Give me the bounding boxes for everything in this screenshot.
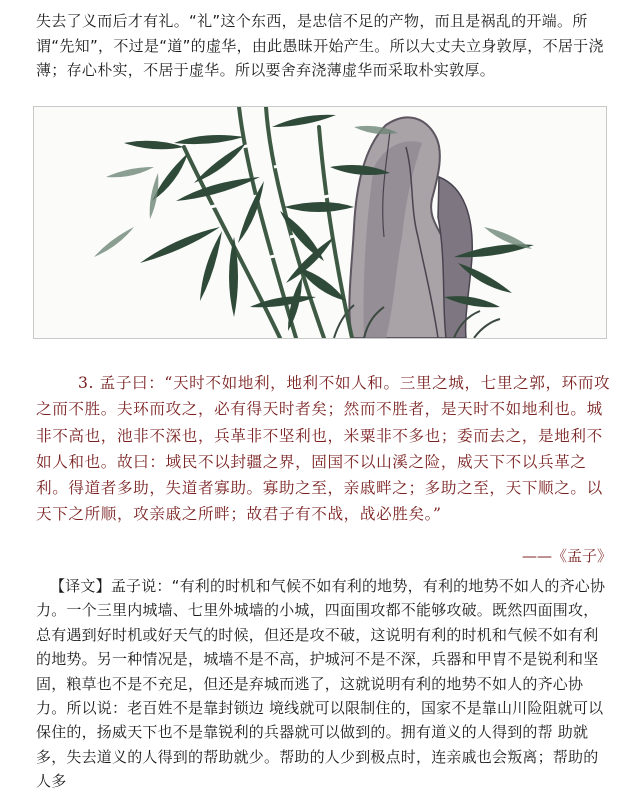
quote-source: ——《孟子》 bbox=[521, 547, 612, 565]
translation-tag: 【译文】 bbox=[50, 577, 111, 595]
translation-text: 孟子说：“有利的时机和气候不如有利的地势，有利的地势不如人的齐心协力。一个三里内城墙、七里外城墙的小城，四面围攻都不能够攻破。既然四面围攻，总有遇到好时机或好天气的时候，但还是攻不破，这说明有利的时机和气候不如有利的地势。另一种情况是，城墙不是不高，护城河不是不深，兵器和甲胄不是锐利和坚固，粮草也不是不充足，但还是弃城而逃了，这就说明有利的地势不如人的齐心协力。所以说：老百姓不是靠封锁边 境线就可以限制住的，国家不是靠山川险阻就可以保住的，扬威天下也不是靠锐利的兵器就可以做到的。拥有道义的人得到的帮 助就多，失去道义的人得到的帮助就少。帮助的人少到极点时，连亲戚也会叛离；帮助的人多 bbox=[36, 577, 606, 791]
bamboo-rock-painting bbox=[33, 106, 607, 339]
intro-paragraph: 失去了义而后才有礼。“礼”这个东西，是忠信不足的产物，而且是祸乱的开端。所谓“先知”，不过是“道”的虚华，由此愚昧开始产生。所以大丈夫立身敦厚，不居于浇薄；存心朴实，不居于虚华。所以要舍弃浇薄虚华而采取朴实敦厚。 bbox=[36, 12, 604, 79]
mencius-quote: 3. 孟子曰：“天时不如地利，地利不如人和。三里之城，七里之郭，环而攻之而不胜。夫环而攻之，必有得天时者矣；然而不胜者，是天时不如地利也。城非不高也，池非不深也，兵革非不坚利也，米粟非不多也；委而去之，是地利不如人和也。故曰：域民不以封疆之界，固国不以山溪之险，威天下不以兵革之利。得道者多助，失道者寡助。寡助之至，亲戚畔之；多助之至，天下顺之。以天下之所顺，攻亲戚之所畔；故君子有不战，战必胜矣。” bbox=[36, 374, 611, 524]
translation-paragraph bbox=[36, 574, 612, 794]
bamboo-rock-icon bbox=[34, 107, 606, 338]
